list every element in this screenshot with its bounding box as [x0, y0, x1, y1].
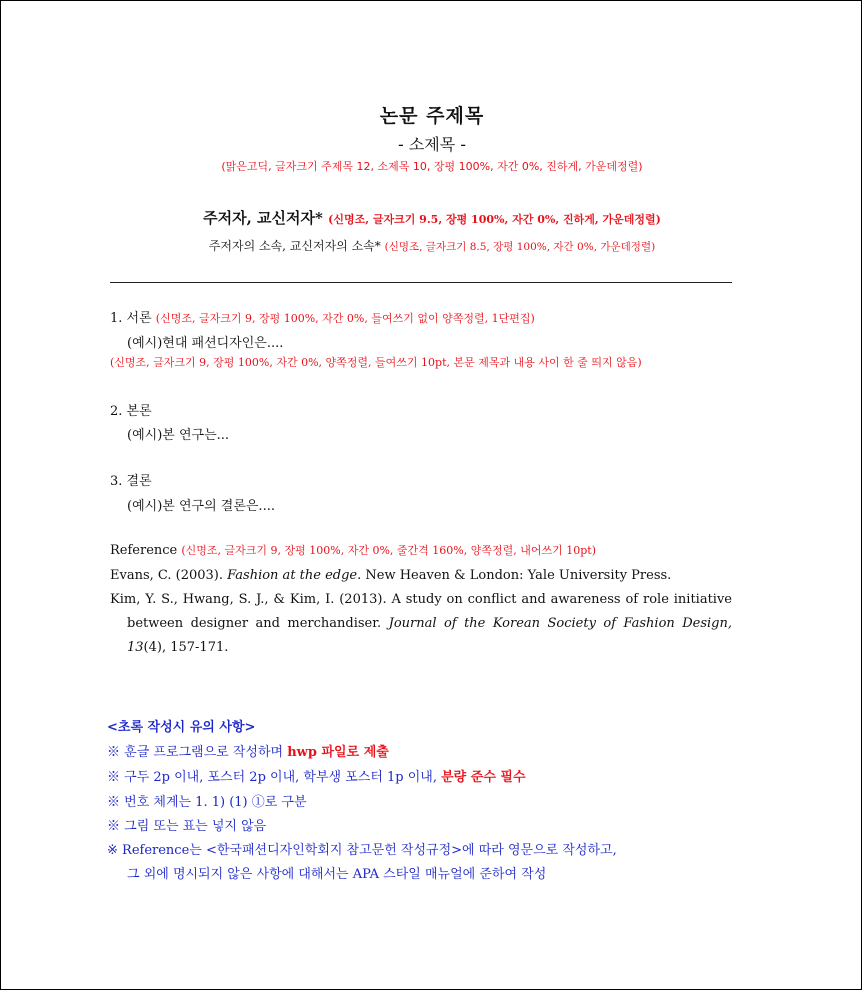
body-text: (예시)본 연구는...: [127, 428, 230, 443]
title-format-note: (맑은고딕, 글자크기 주제목 12, 소제목 10, 장평 100%, 자간 0%, 진하게, 가운데정렬): [221, 160, 643, 173]
intro-heading-line: [110, 307, 535, 326]
book-title: Fashion at the edge: [227, 568, 358, 583]
conclusion-text: (예시)본 연구의 결론은....: [127, 499, 275, 514]
affiliation: 주저자의 소속, 교신저자의 소속*: [208, 239, 381, 253]
header-divider: [110, 282, 732, 283]
guidelines-heading: <초록 작성시 유의 사항>: [107, 720, 256, 735]
paper-title: 논문 주제목: [379, 105, 485, 127]
guideline-item: ※ Reference는 <한국패션디자인학회지 참고문헌 작성규정>에 따라 영문으로 작성하고,: [107, 843, 617, 858]
intro-format-note: (신명조, 글자크기 9, 장평 100%, 자간 0%, 들여쓰기 없이 양쪽정렬, 1단편집): [155, 312, 535, 325]
body-heading: 2. 본론: [110, 404, 152, 419]
guideline-item-continued: 그 외에 명시되지 않은 사항에 대해서는 APA 스타일 매뉴얼에 준하여 작성: [127, 867, 547, 882]
guideline-emphasis: 분량 준수 필수: [441, 770, 526, 785]
guideline-item: ※ 훈글 프로그램으로 작성하며 hwp 파일로 제출: [107, 745, 389, 760]
body-format-note: (신명조, 글자크기 9, 장평 100%, 자간 0%, 양쪽정렬, 들여쓰기 10pt, 본문 제목과 내용 사이 한 줄 띄지 않음): [110, 356, 642, 369]
reference-heading: Reference: [110, 543, 178, 558]
guideline-item: ※ 그림 또는 표는 넣지 않음: [107, 819, 267, 834]
reference-entry: Kim, Y. S., Hwang, S. J., & Kim, I. (2013). A study on conflict and awareness of role initiative between designer and merchandiser. Journal of the Korean Society of Fashion Design, 13(4), 157-171.: [110, 592, 732, 655]
journal-title: Journal of the Korean Society of Fashion Design, 13: [127, 616, 732, 655]
affiliation-line: [1, 237, 862, 254]
paper-subtitle: - 소제목 -: [397, 135, 467, 154]
intro-heading: 1. 서론: [110, 311, 152, 326]
guideline-emphasis: hwp 파일로 제출: [287, 745, 389, 760]
affiliation-format-note: (신명조, 글자크기 8.5, 장평 100%, 자간 0%, 가운데정렬): [384, 241, 656, 253]
reference-heading-line: [110, 542, 596, 558]
guideline-item: ※ 구두 2p 이내, 포스터 2p 이내, 학부생 포스터 1p 이내, 분량 준수 필수: [107, 770, 526, 785]
conclusion-heading: 3. 결론: [110, 474, 152, 489]
intro-body: (예시)현대 패션디자인은....: [127, 336, 284, 351]
guideline-item: ※ 번호 체계는 1. 1) (1) ①로 구분: [107, 795, 307, 810]
authors-format-note: (신명조, 글자크기 9.5, 장평 100%, 자간 0%, 진하게, 가운데정렬): [328, 213, 661, 226]
authors-line: [1, 207, 862, 228]
authors: 주저자, 교신저자*: [203, 209, 323, 227]
reference-entry: Evans, C. (2003). Fashion at the edge. New Heaven & London: Yale University Press.: [110, 568, 672, 583]
reference-format-note: (신명조, 글자크기 9, 장평 100%, 자간 0%, 줄간격 160%, 양쪽정렬, 내어쓰기 10pt): [181, 544, 596, 557]
